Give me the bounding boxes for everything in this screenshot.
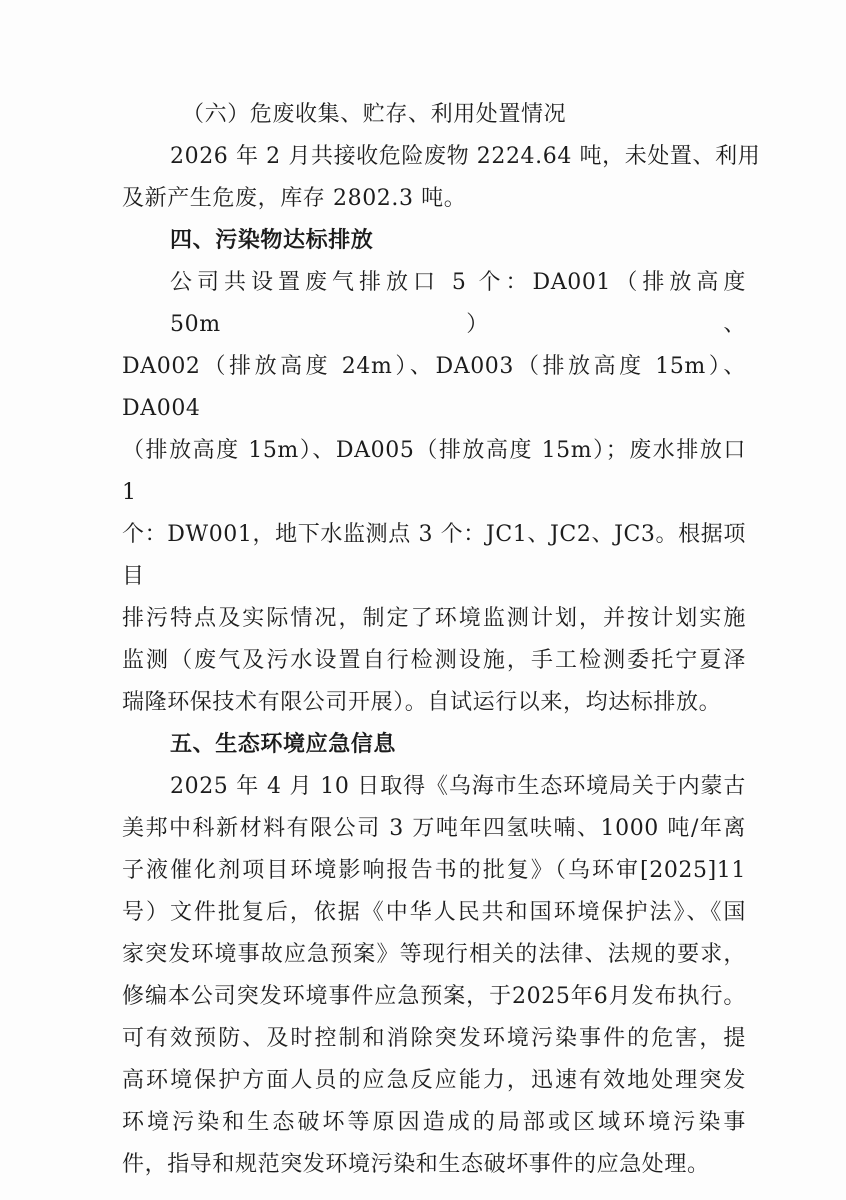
section-5-line-2: 美邦中科新材料有限公司 3 万吨年四氢呋喃、1000 吨/年离	[122, 816, 746, 841]
section-4-line-3: （排放高度 15m）、DA005（排放高度 15m）；废水排放口 1	[122, 438, 746, 505]
section-5-line-1: 2025 年 4 月 10 日取得《乌海市生态环境局关于内蒙古	[170, 774, 746, 799]
section-6-heading: （六）危废收集、贮存、利用处置情况	[182, 102, 567, 127]
section-6-line-2: 及新产生危废，库存 2802.3 吨。	[122, 186, 467, 211]
section-5-line-6: 修编本公司突发环境事件应急预案，于2025年6月发布执行。	[122, 984, 746, 1009]
section-4-heading: 四、污染物达标排放	[170, 228, 374, 253]
section-5-line-9: 环境污染和生态破坏等原因造成的局部或区域环境污染事	[122, 1110, 746, 1135]
section-5-line-5: 家突发环境事故应急预案》等现行相关的法律、法规的要求，	[122, 942, 746, 967]
section-5-line-7: 可有效预防、及时控制和消除突发环境污染事件的危害，提	[122, 1026, 746, 1051]
section-4-line-4: 个：DW001，地下水监测点 3 个：JC1、JC2、JC3。根据项目	[122, 522, 746, 589]
section-6-line-1: 2026 年 2 月共接收危险废物 2224.64 吨，未处置、利用	[170, 144, 761, 169]
section-5-line-3: 子液催化剂项目环境影响报告书的批复》（乌环审[2025]11	[122, 858, 746, 883]
section-4-line-7: 瑞隆环保技术有限公司开展）。自试运行以来，均达标排放。	[122, 690, 722, 715]
section-5-heading: 五、生态环境应急信息	[170, 732, 397, 757]
section-5-line-8: 高环境保护方面人员的应急反应能力，迅速有效地处理突发	[122, 1068, 746, 1093]
section-4-line-6: 监测（废气及污水设置自行检测设施，手工检测委托宁夏泽	[122, 648, 746, 673]
section-4-line-5: 排污特点及实际情况，制定了环境监测计划，并按计划实施	[122, 606, 746, 631]
section-4-line-1: 公司共设置废气排放口 5 个：DA001（排放高度 50m）、	[170, 270, 746, 337]
section-5-line-4: 号）文件批复后，依据《中华人民共和国环境保护法》、《国	[122, 900, 746, 925]
section-4-line-2: DA002（排放高度 24m）、DA003（排放高度 15m）、DA004	[122, 354, 746, 421]
section-5-line-10: 件，指导和规范突发环境污染和生态破坏事件的应急处理。	[122, 1152, 710, 1177]
